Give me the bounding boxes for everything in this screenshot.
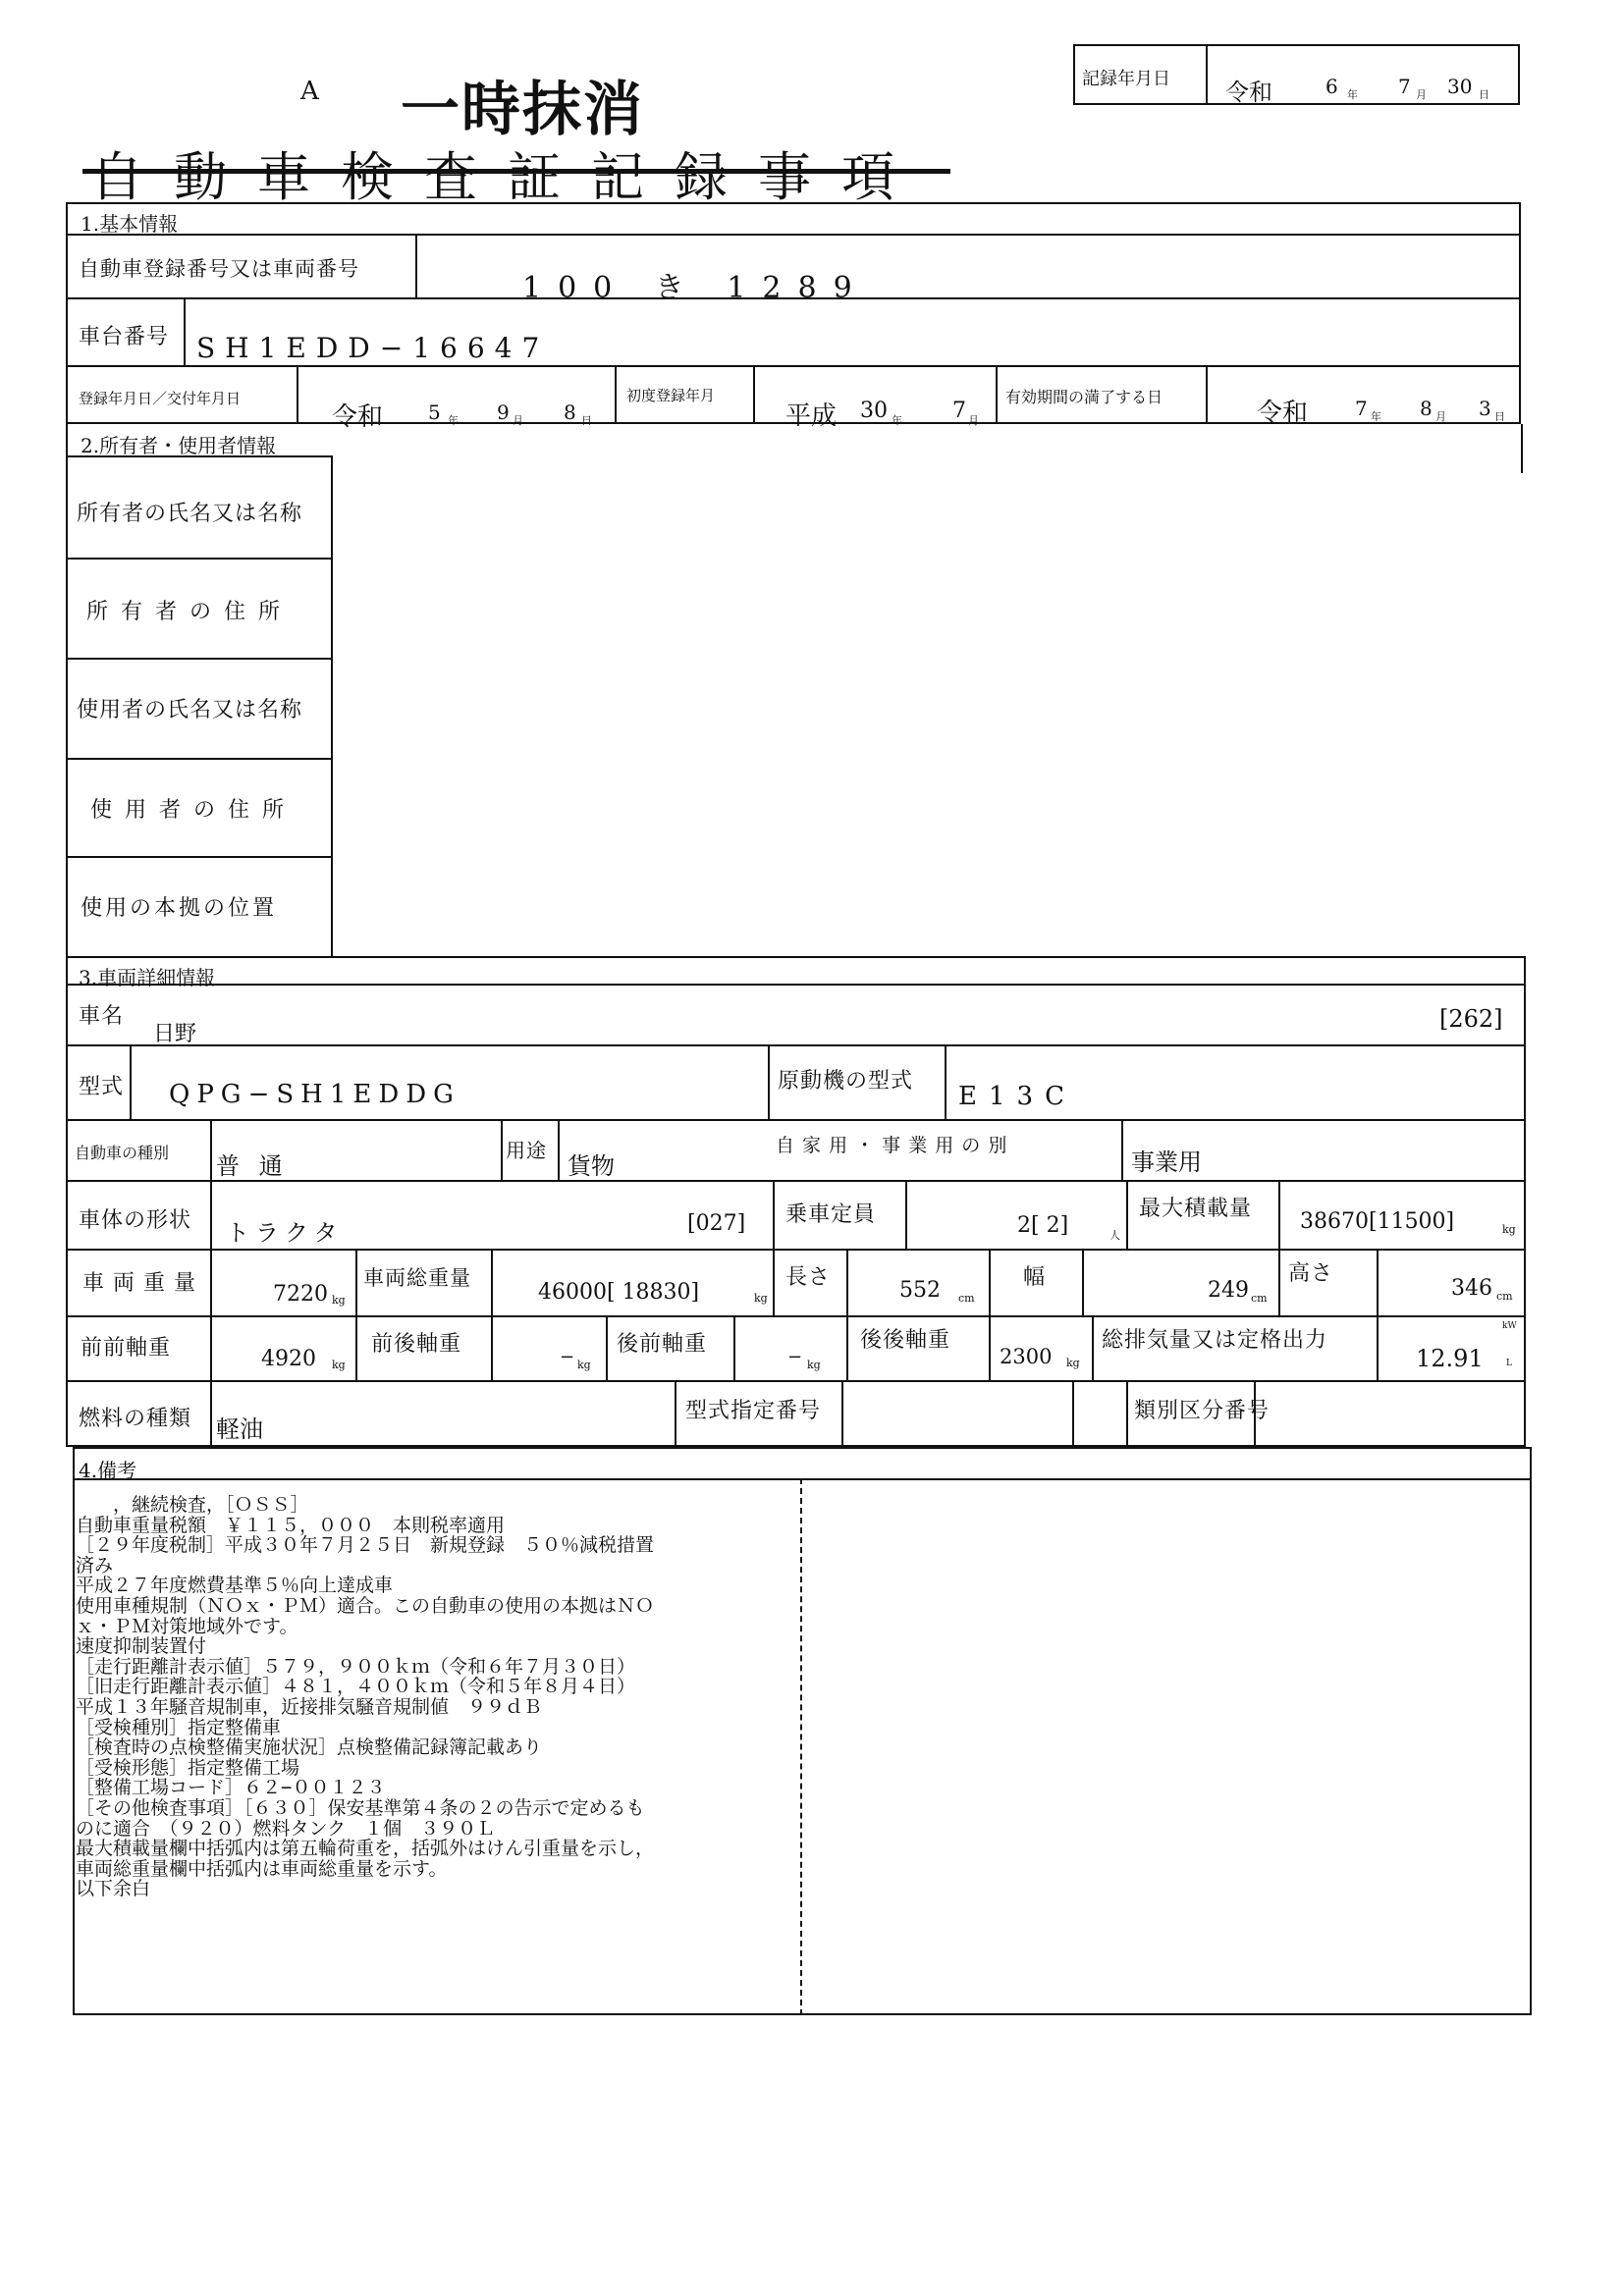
private-business-value: 事業用 <box>1131 1148 1202 1176</box>
remarks-line: ［その他検査事項］［６３０］保安基準第４条の２の告示で定めるも <box>76 1796 645 1819</box>
expiry-day: 3 <box>1479 397 1491 420</box>
reg-number-value: 100 き 1289 <box>522 271 869 305</box>
remarks-divider <box>800 1478 802 2015</box>
first-reg-year: 30 <box>860 399 888 423</box>
remarks-line: 自動車重量税額 ￥１１５，０００ 本則税率適用 <box>76 1514 506 1536</box>
reg-date-label: 登録年月日／交付年月日 <box>79 390 242 407</box>
base-location-label: 使用の本拠の位置 <box>81 896 278 921</box>
engine-value: E13C <box>958 1082 1076 1111</box>
expiry-era: 令和 <box>1257 399 1309 428</box>
body-shape-label: 車体の形状 <box>79 1208 192 1233</box>
use-value: 貨物 <box>568 1152 615 1180</box>
car-name-value: 日野 <box>153 1022 197 1046</box>
reg-date-day: 8 <box>564 400 576 424</box>
remarks-line: 速度抑制装置付 <box>76 1635 207 1658</box>
remarks-line: ，継続検査，［ＯＳＳ］ <box>76 1494 309 1516</box>
document-title: 自動車検査証記録事項 <box>90 146 925 208</box>
vehicle-weight-label: 車 両 重 量 <box>82 1271 196 1296</box>
temporary-deregistration-stamp: 一時抹消 <box>401 76 644 144</box>
fr-axle-value: − <box>560 1347 575 1367</box>
document-letter: A <box>300 77 319 106</box>
remarks-line: ［受検形態］指定整備工場 <box>76 1756 300 1779</box>
ff-axle-value: 4920 <box>261 1347 316 1371</box>
expiry-year: 7 <box>1355 397 1368 420</box>
remarks-line: 最大積載量欄中括弧内は第五輪荷重を，括弧外はけん引重量を示し， <box>76 1838 655 1860</box>
remarks-text <box>76 1495 654 1899</box>
remarks-line: 済み <box>76 1554 114 1576</box>
max-load-label: 最大積載量 <box>1139 1197 1253 1221</box>
width-value: 249 <box>1208 1278 1249 1303</box>
reg-date-month: 9 <box>497 400 510 424</box>
max-load-value: 38670[11500] <box>1300 1209 1455 1234</box>
owner-name-label: 所有者の氏名又は名称 <box>77 502 303 526</box>
capacity-label: 乗車定員 <box>785 1202 877 1227</box>
category-label: 自動車の種別 <box>75 1144 170 1162</box>
width-label: 幅 <box>1023 1265 1047 1290</box>
remarks-line: 使用車種規制（ＮＯｘ・ＰＭ）適合。この自動車の使用の本拠はＮＯ <box>76 1594 655 1617</box>
remarks-line: ［走行距離計表示値］５７９，９００ｋｍ（令和６年７月３０日） <box>76 1655 636 1678</box>
owner-address-label: 所 有 者 の 住 所 <box>86 600 283 624</box>
remarks-line: 平成１３年騒音規制車，近接排気騒音規制値 ９９ｄＢ <box>76 1695 543 1718</box>
remarks-line: 以下余白 <box>76 1878 151 1900</box>
body-shape-value: トラクタ <box>226 1219 344 1247</box>
record-date-month: 7 <box>1398 75 1411 98</box>
section2-left-border <box>66 424 68 956</box>
remarks-line: 平成２７年度燃費基準５％向上達成車 <box>76 1575 394 1597</box>
record-date-year: 6 <box>1325 75 1338 98</box>
section1-heading: 1.基本情報 <box>81 212 179 236</box>
rf-axle-value: − <box>787 1347 803 1367</box>
length-value: 552 <box>899 1278 941 1303</box>
category-value: 普 通 <box>216 1152 289 1180</box>
remarks-line: ［受検種別］指定整備車 <box>76 1716 282 1738</box>
use-label: 用途 <box>506 1139 547 1162</box>
rf-axle-label: 後前軸重 <box>617 1332 708 1357</box>
fr-axle-label: 前後軸重 <box>371 1332 462 1357</box>
capacity-value: 2[ 2] <box>1017 1213 1069 1238</box>
remarks-line: 車両総重量欄中括弧内は車両総重量を示す。 <box>76 1857 448 1880</box>
record-date-label: 記録年月日 <box>1082 69 1170 89</box>
section2-heading: 2.所有者・使用者情報 <box>81 434 277 457</box>
section3-heading: 3.車両詳細情報 <box>79 966 216 989</box>
remarks-line: のに適合 （９２０）燃料タンク １個 ３９０Ｌ <box>76 1817 496 1840</box>
first-reg-month: 7 <box>952 399 966 423</box>
user-name-label: 使用者の氏名又は名称 <box>77 698 303 722</box>
gross-weight-value: 46000[ 18830] <box>538 1280 700 1305</box>
first-reg-era: 平成 <box>785 401 838 431</box>
gross-weight-label: 車両総重量 <box>363 1266 471 1290</box>
record-date-day: 30 <box>1447 75 1473 98</box>
record-date-era: 令和 <box>1225 79 1272 106</box>
expiry-month: 8 <box>1420 397 1433 420</box>
reg-date-year: 5 <box>428 400 441 424</box>
chassis-label: 車台番号 <box>79 325 170 349</box>
fuel-label: 燃料の種類 <box>79 1407 192 1431</box>
vehicle-weight-value: 7220 <box>273 1282 328 1307</box>
remarks-line: ［２９年度税制］平成３０年７月２５日 新規登録 ５０％減税措置 <box>76 1534 655 1557</box>
section4-heading: 4.備考 <box>79 1459 137 1482</box>
remarks-line: ［旧走行距離計表示値］４８１，４００ｋｍ（令和５年８月４日） <box>76 1676 636 1698</box>
displacement-value: 12.91 <box>1416 1345 1484 1372</box>
chassis-value: SH1EDD−16647 <box>196 332 550 364</box>
height-label: 高さ <box>1288 1261 1334 1286</box>
height-value: 346 <box>1451 1276 1492 1301</box>
reg-number-label: 自動車登録番号又は車両番号 <box>79 257 359 281</box>
title-strikethrough <box>82 169 950 174</box>
reg-date-era: 令和 <box>332 402 384 432</box>
expiry-label: 有効期間の満了する日 <box>1005 388 1163 406</box>
remarks-line: ［検査時の点検整備実施状況］点検整備記録簿記載あり <box>76 1736 543 1759</box>
model-label: 型式 <box>79 1075 125 1099</box>
rr-axle-value: 2300 <box>1000 1345 1053 1368</box>
rr-axle-label: 後後軸重 <box>860 1328 951 1353</box>
user-address-label: 使 用 者 の 住 所 <box>90 798 287 823</box>
displacement-label: 総排気量又は定格出力 <box>1102 1328 1328 1353</box>
classification-label: 類別区分番号 <box>1134 1399 1271 1423</box>
remarks-line: ［整備工場コード］６２−００１２３ <box>76 1777 386 1799</box>
length-label: 長さ <box>785 1265 832 1290</box>
fuel-value: 軽油 <box>216 1415 263 1443</box>
car-name-code: [262] <box>1439 1005 1503 1033</box>
model-value: QPG−SH1EDDG <box>169 1080 460 1109</box>
ff-axle-label: 前前軸重 <box>81 1336 172 1361</box>
remarks-line: ｘ・ＰＭ対策地域外です。 <box>76 1615 298 1637</box>
first-reg-label: 初度登録年月 <box>626 387 716 404</box>
car-name-label: 車名 <box>79 1004 125 1029</box>
type-designation-label: 型式指定番号 <box>685 1399 822 1423</box>
body-shape-code: [027] <box>687 1211 746 1236</box>
engine-label: 原動機の型式 <box>778 1069 914 1094</box>
private-business-label: 自 家 用 ・ 事 業 用 の 別 <box>776 1135 1008 1156</box>
